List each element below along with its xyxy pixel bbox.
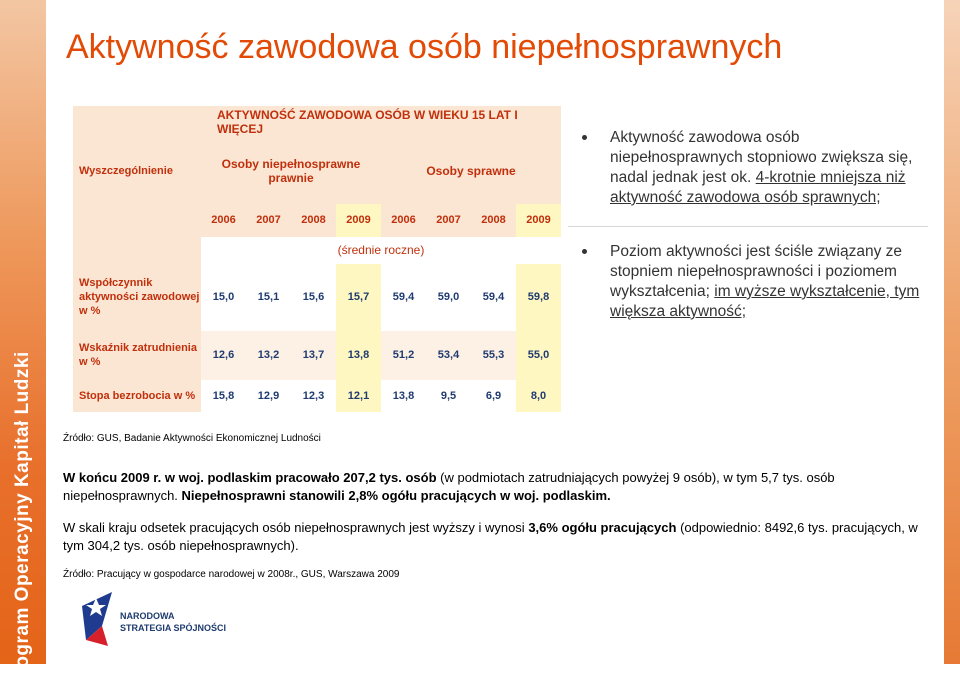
paragraph-source: Źródło: Pracujący w gospodarce narodowej w 2008r., GUS, Warszawa 2009 [63,569,400,580]
group-header-able: Osoby sprawne [381,138,561,204]
logo-line: NARODOWA [120,611,175,621]
table-cell: 51,2 [381,331,426,380]
paragraph-text: W skali kraju odsetek pracujących osób niepełnosprawnych jest wyższy i wynosi [63,520,525,535]
bullet-item [576,242,921,322]
paragraph-text: (odpowiednio: 8492,6 tys. pracujących, w tym 304,2 tys. osób niepełnosprawnych). [63,520,918,553]
bullet-text: Aktywność zawodowa osób niepełnosprawnych stopniowo zwiększa się, nadal jednak jest ok. [610,129,913,186]
year-header: 2007 [246,204,291,236]
year-header: 2006 [201,204,246,236]
table-cell: 59,4 [381,264,426,330]
bullet-item [576,128,921,208]
sidebar-label-wrap [0,0,46,689]
table-row [73,264,561,330]
paragraph-employment [63,469,923,505]
bullet-divider [568,226,928,227]
table-header-label: Wyszczególnienie [73,106,201,237]
table-cell: 15,8 [201,380,246,412]
table-cell: 13,7 [291,331,336,380]
year-header: 2009 [516,204,561,236]
row-label: Stopa bezrobocia w % [73,380,201,412]
right-edge-band [944,0,960,664]
paragraph-bold: 3,6% ogółu pracujących [528,520,677,535]
row-label: Współczynnik aktywności zawodowej w % [73,264,201,330]
year-header: 2008 [471,204,516,236]
table-cell: 55,3 [471,331,516,380]
table-cell: 12,1 [336,380,381,412]
year-header: 2008 [291,204,336,236]
table-cell: 15,0 [201,264,246,330]
table-row [73,380,561,412]
table-cell: 12,3 [291,380,336,412]
slide-title: Aktywność zawodowa osób niepełnosprawnych [66,28,783,66]
nss-logo [78,586,238,654]
table-cell: 59,4 [471,264,516,330]
table-cell: 15,1 [246,264,291,330]
table-cell: 12,9 [246,380,291,412]
table-cell: 59,8 [516,264,561,330]
bullet-text-underlined: 4-krotnie mniejsza niż aktywność zawodowa osób sprawnych; [610,169,906,206]
logo-line: STRATEGIA SPÓJNOŚCI [120,623,227,633]
table-cell: 15,6 [291,264,336,330]
table-cell: 9,5 [426,380,471,412]
table-cell: 8,0 [516,380,561,412]
table-row [73,331,561,380]
bullet-list [576,128,921,340]
statistics-table-image [73,106,561,412]
logo-mark-icon [78,586,118,654]
table-cell: 13,2 [246,331,291,380]
table-cell: 53,4 [426,331,471,380]
row-label: Wskaźnik zatrudnienia w % [73,331,201,380]
sidebar-label: Program Operacyjny Kapitał Ludzki [12,351,33,689]
table-source: Źródło: GUS, Badanie Aktywności Ekonomicznej Ludności [63,433,321,444]
paragraph-text: (w podmiotach zatrudniających powyżej 9 osób), w tym 5,7 tys. osób niepełnosprawnych. [63,470,835,503]
table-main-title: AKTYWNOŚĆ ZAWODOWA OSÓB W WIEKU 15 LAT I WIĘCEJ [201,106,561,138]
table-cell: 13,8 [336,331,381,380]
year-header: 2009 [336,204,381,236]
blank-cell [73,237,201,265]
table-cell: 55,0 [516,331,561,380]
table-cell: 59,0 [426,264,471,330]
table-cell: 12,6 [201,331,246,380]
average-note: (średnie roczne) [201,237,561,265]
bullet-text: Poziom aktywności jest ściśle związany ze stopniem niepełnosprawności i poziomem wykształcenia; [610,243,903,300]
table-cell: 15,7 [336,264,381,330]
paragraph-bold: Niepełnosprawni stanowili 2,8% ogółu pracujących w woj. podlaskim. [181,488,611,503]
bullet-text-underlined: im wyższe wykształcenie, tym większa aktywność; [610,283,920,320]
table-cell: 13,8 [381,380,426,412]
statistics-table [73,106,561,412]
table-cell: 6,9 [471,380,516,412]
year-header: 2006 [381,204,426,236]
year-header: 2007 [426,204,471,236]
paragraph-national [63,519,923,555]
group-header-disabled: Osoby niepełnosprawne prawnie [201,138,381,204]
paragraph-bold: W końcu 2009 r. w woj. podlaskim pracowało 207,2 tys. osób [63,470,437,485]
logo-text [120,610,226,634]
